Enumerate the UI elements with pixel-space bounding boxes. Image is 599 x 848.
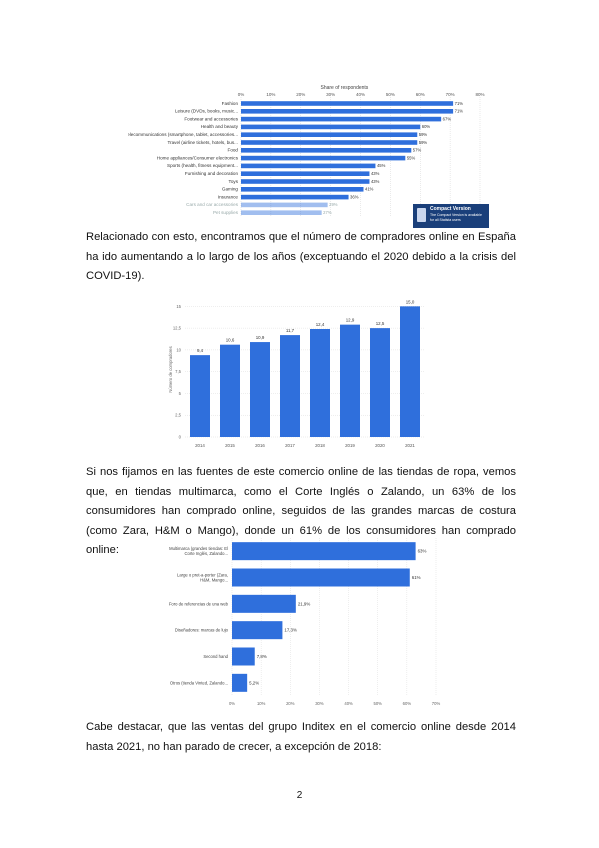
chart-2-value-label: 9,4: [196, 348, 204, 354]
chart-2-value-label: 12,9: [345, 317, 355, 323]
chart-2-bar: [340, 325, 360, 437]
chart-3-category-label: Second hand: [203, 654, 228, 659]
compact-version-overlay[interactable]: [413, 204, 489, 228]
chart-1-category-label: Footwear and accessories: [184, 116, 238, 122]
chart-1-bar: [241, 125, 420, 130]
chart-1-bar: [241, 195, 349, 200]
chart-1-value-label: 71%: [454, 108, 464, 114]
chart-1-value-label: 67%: [442, 116, 452, 122]
chart-2-value-label: 11,7: [285, 328, 295, 334]
compact-version-line2: for all Statista users: [430, 218, 461, 222]
page-number: 2: [296, 790, 303, 801]
chart-1-category-label: Food: [227, 147, 238, 153]
chart-1-bar: [241, 132, 417, 137]
chart-1-title: Share of respondents: [320, 85, 369, 91]
chart-3-xtick: 40%: [344, 701, 353, 706]
chart-1-value-label: 59%: [418, 132, 428, 137]
chart-1-value-label: 45%: [376, 163, 386, 169]
chart-1-bar: [241, 148, 411, 153]
chart-1-bar: [241, 117, 441, 122]
chart-1-xtick: 30%: [326, 92, 336, 97]
chart-2-ylabel: Número de compradores: [168, 346, 173, 393]
chart-2-xtick: 2020: [375, 443, 385, 448]
chart-3-xtick: 0%: [228, 701, 236, 706]
paragraph-2: Si nos fijamos en las fuentes de este comercio online de las tiendas de ropa, vemos que, en tiendas multimarca, como el Corte Inglés o Zalando, un 63% de los consumidores han comprado online, seguidos de las grandes marcas de costura (como Zara, H&M o Mango), donde un 61% de los consumidores han comprado online:: [86, 466, 516, 556]
chart-2-bar: [250, 342, 270, 437]
chart-1-bar: [241, 164, 375, 169]
chart-1-bar: [241, 156, 405, 161]
chart-3-bar: [232, 674, 247, 692]
chart-1-bar: [241, 179, 369, 184]
chart-3-category-label: Otros (tienda Vinted, Zalando...: [169, 680, 228, 686]
chart-1-category-label: Fashion: [221, 100, 238, 106]
chart-1-bar: [241, 109, 453, 114]
chart-1-category-label: Sports (health, fitness equipment...: [167, 163, 238, 169]
chart-1-value-label: 71%: [454, 100, 464, 106]
chart-3-category-label: Foro de referencias de una web: [168, 601, 228, 607]
chart-1-xtick: 40%: [355, 92, 366, 97]
chart-1-bar: [241, 101, 453, 106]
chart-1-xtick: 0%: [237, 92, 245, 97]
chart-1-category-label: Health and beauty: [200, 124, 238, 130]
chart-3-bar: [232, 648, 255, 666]
chart-3: [164, 536, 442, 708]
chart-2-value-label: 10,6: [225, 337, 235, 343]
chart-3-value-label: 21,9%: [297, 601, 311, 607]
chart-2-ytick: 12,5: [172, 325, 181, 331]
chart-3-category-label: Large o pret-a-porter (Zara, H&M, Mango...: [177, 572, 228, 583]
chart-2-xtick: 2016: [255, 443, 265, 448]
chart-2-value-label: 10,9: [255, 335, 265, 341]
chart-3-value-label: 5,2%: [249, 680, 260, 686]
chart-1-category-label: Toys: [228, 178, 238, 184]
chart-1-category-label: Telecommunications (smartphone, tablet, accessories...: [128, 132, 238, 137]
chart-3-bar: [232, 569, 410, 587]
chart-3-xtick: 70%: [431, 701, 441, 706]
chart-3-value-label: 61%: [411, 575, 421, 580]
chart-1-category-label: Cars and car accessories: [186, 202, 238, 208]
chart-3-xtick: 30%: [315, 701, 324, 706]
chart-1-xtick: 60%: [415, 92, 425, 97]
chart-3-bar: [232, 621, 282, 639]
chart-1-value-label: 55%: [406, 155, 416, 161]
chart-3-value-label: 7,8%: [256, 654, 267, 659]
chart-2-xtick: 2018: [315, 443, 325, 448]
chart-1-xtick: 80%: [475, 92, 485, 97]
chart-1-value-label: 41%: [364, 186, 374, 192]
chart-3-xtick: 50%: [373, 701, 382, 706]
compact-version-title: Compact Version: [430, 206, 471, 212]
chart-1-bar: [241, 187, 363, 192]
chart-3-figure: [164, 536, 442, 708]
chart-3-xtick: 20%: [286, 701, 295, 706]
chart-2: [163, 296, 433, 456]
compact-version-line1: The Compact Version is available: [430, 213, 482, 217]
chart-3-category-label: Multimarca (grandes tiendas: El Corte Inglés, Zalando...: [169, 546, 228, 557]
chart-1-xtick: 70%: [445, 92, 455, 97]
chart-1-value-label: 43%: [370, 178, 380, 184]
chart-1-value-label: 43%: [370, 171, 380, 176]
chart-1-value-label: 29%: [329, 202, 338, 208]
chart-3-category-label: Diseñadores: marcas de lujo: [174, 627, 228, 633]
chart-1-value-label: 60%: [421, 124, 431, 130]
chart-1-bar: [241, 203, 328, 208]
chart-1-value-label: 27%: [323, 210, 332, 215]
chart-1-value-label: 59%: [418, 139, 428, 145]
chart-1-category-label: Pet supplies: [212, 210, 238, 215]
chart-3-value-label: 17,3%: [284, 627, 297, 633]
chart-1-bar: [241, 140, 417, 145]
chart-1-value-label: 57%: [412, 147, 422, 153]
chart-1-xtick: 10%: [266, 92, 276, 97]
chart-2-value-label: 15,0: [405, 299, 415, 305]
chart-2-bar: [190, 355, 210, 437]
chart-2-xtick: 2019: [345, 443, 355, 448]
chart-1-bar: [241, 171, 369, 176]
chart-1-category-label: Leisure (DVDs, books, music...: [174, 108, 238, 114]
chart-2-xtick: 2017: [285, 443, 295, 448]
chart-3-bar: [232, 542, 416, 560]
chart-1: [128, 80, 490, 220]
chart-1-bar: [241, 210, 322, 215]
chart-2-ytick: 10: [176, 347, 181, 353]
chart-2-value-label: 12,5: [375, 321, 385, 327]
chart-2-xtick: 2015: [225, 443, 235, 448]
chart-3-bar: [232, 595, 296, 613]
chart-3-xtick: 60%: [402, 701, 412, 706]
chart-1-xtick: 50%: [385, 92, 395, 97]
chart-2-ytick: 5: [178, 390, 181, 396]
chart-1-category-label: Home appliances/Consumer electronics: [156, 155, 238, 161]
chart-2-ytick: 2,5: [175, 412, 181, 418]
chart-2-value-label: 12,4: [315, 322, 325, 327]
chart-2-ytick: 15: [176, 303, 181, 309]
chart-2-ytick: 7,5: [175, 369, 181, 375]
chart-2-ytick: 0: [178, 434, 181, 440]
paragraph-1: Relacionado con esto, encontramos que el número de compradores online en España ha ido aumentando a lo largo de los años (exceptuando el 2020 debido a la crisis del COVID-19).: [86, 231, 516, 282]
chart-2-bar: [220, 345, 240, 437]
chart-2-bar: [400, 306, 420, 437]
chart-2-xtick: 2021: [405, 443, 415, 448]
chart-1-category-label: Insurance: [217, 194, 238, 200]
paragraph-3: Cabe destacar, que las ventas del grupo Inditex en el comercio online desde 2014 hasta 2021, no han parado de crecer, a excepción de 2018:: [86, 721, 516, 753]
chart-3-xtick: 10%: [256, 701, 266, 706]
chart-2-bar: [310, 329, 330, 437]
chart-1-category-label: Gaming: [221, 186, 238, 192]
chart-3-value-label: 63%: [417, 548, 427, 554]
chart-1-category-label: Travel (airline tickets, hotels, bus...: [167, 139, 238, 145]
chart-2-bar: [280, 335, 300, 437]
chart-1-xtick: 20%: [296, 92, 306, 97]
compact-version-icon: [417, 208, 426, 222]
chart-2-xtick: 2014: [195, 443, 205, 448]
chart-1-category-label: Furnishing and decoration: [184, 171, 238, 176]
chart-1-value-label: 36%: [350, 194, 359, 200]
chart-2-bar: [370, 328, 390, 437]
chart-2-figure: [163, 296, 433, 456]
chart-1-figure: [128, 80, 490, 220]
